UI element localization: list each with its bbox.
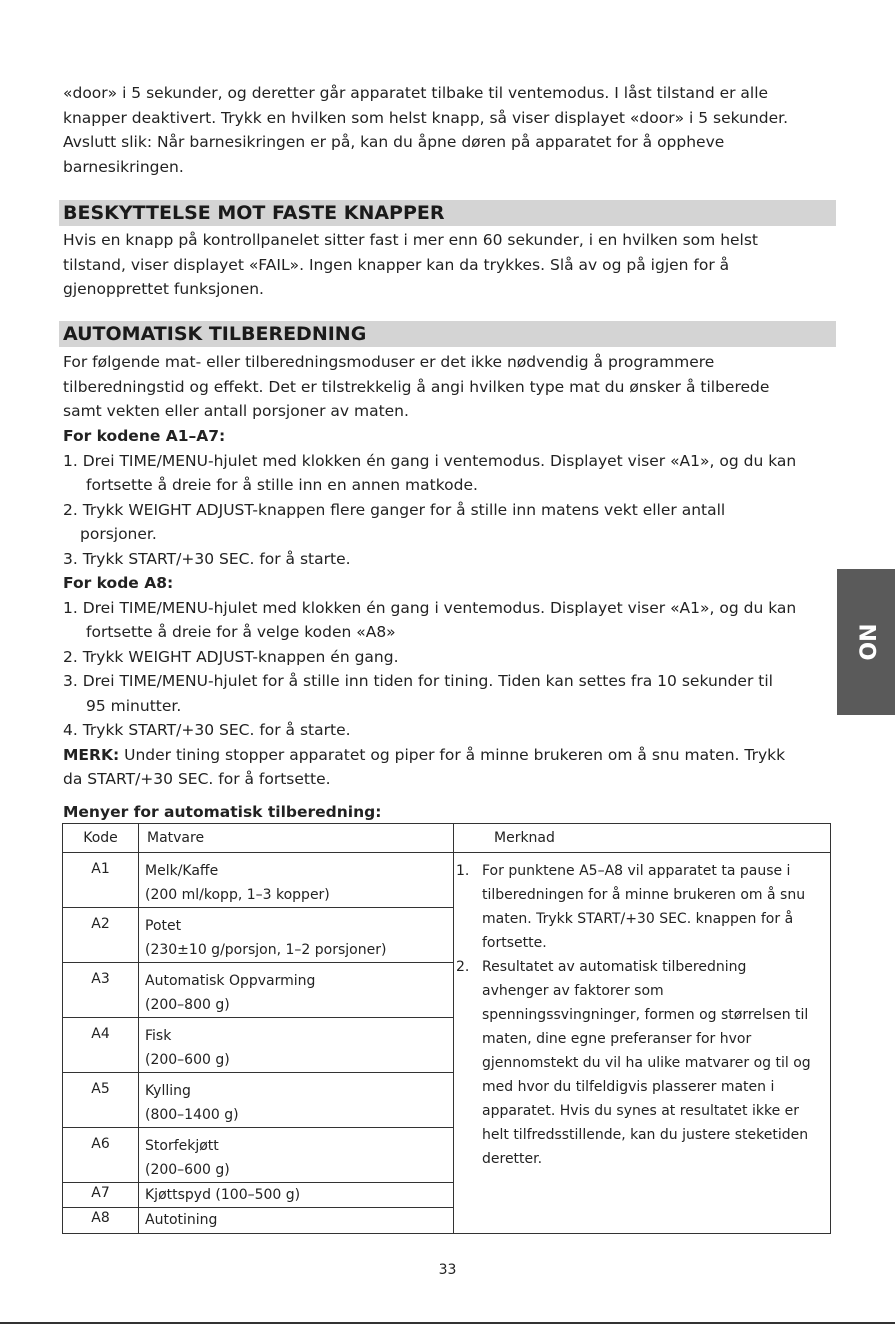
notes-list xyxy=(456,859,822,1171)
text-line: gjenopprettet funksjonen. xyxy=(63,280,264,298)
code-cell: A5 xyxy=(63,1073,139,1128)
note-line: apparatet. Hvis du synes at resultatet ikke er xyxy=(482,1103,800,1119)
text-line: «door» i 5 sekunder, og deretter går apparatet tilbake til ventemodus. I låst tilstand er alle xyxy=(63,84,769,102)
note-line: deretter. xyxy=(482,1151,543,1167)
step-item: 2. Trykk WEIGHT ADJUST-knappen flere ganger for å stille inn matens vekt eller antall xyxy=(63,500,726,519)
note-line: avhenger av faktorer som xyxy=(482,983,664,999)
note-line: fortsette. xyxy=(482,935,547,951)
step-item: 1. Drei TIME/MENU-hjulet med klokken én gang i ventemodus. Displayet viser «A1», og du kan xyxy=(63,451,797,470)
step-item: 3. Drei TIME/MENU-hjulet for å stille inn tiden for tining. Tiden kan settes fra 10 sekunder til xyxy=(63,672,773,690)
food-cell xyxy=(139,1018,454,1073)
note-text: Under tining stopper apparatet og piper for å minne brukeren om å snu maten. Trykk xyxy=(119,745,786,764)
food-detail: (200–600 g) xyxy=(145,1162,230,1178)
table-title: Menyer for automatisk tilberedning: xyxy=(63,803,382,821)
step-item: 3. Trykk START/+30 SEC. for å starte. xyxy=(63,549,351,568)
section-heading-auto-cook: AUTOMATISK TILBEREDNING xyxy=(59,321,836,347)
column-header-note: Merknad xyxy=(454,824,831,853)
code-cell: A7 xyxy=(63,1183,139,1208)
note-paragraph xyxy=(63,743,785,767)
food-cell xyxy=(139,1183,454,1208)
food-detail: (200–600 g) xyxy=(145,1052,230,1068)
text-line: tilberedningstid og effekt. Det er tilstrekkelig å angi hvilken type mat du ønsker å tilberede xyxy=(63,377,770,396)
note-line: For punktene A5–A8 vil apparatet ta pause i xyxy=(482,863,791,879)
food-cell xyxy=(139,963,454,1018)
note-line: tilberedningen for å minne brukeren om å snu xyxy=(482,887,806,903)
section-heading-stuck-buttons: BESKYTTELSE MOT FASTE KNAPPER xyxy=(59,200,836,226)
food-detail: (200 ml/kopp, 1–3 kopper) xyxy=(145,887,330,903)
text-line: Hvis en knapp på kontrollpanelet sitter fast i mer enn 60 sekunder, i en hvilken som helst xyxy=(63,231,759,249)
note-paragraph-continued: da START/+30 SEC. for å fortsette. xyxy=(63,770,331,788)
notes-cell xyxy=(454,853,831,1234)
auto-cook-menu-table xyxy=(62,823,831,1234)
note-line: spenningssvingninger, formen og størrelsen til xyxy=(482,1007,809,1023)
food-name: Potet xyxy=(145,918,182,934)
step-item-continued: porsjoner. xyxy=(80,525,157,543)
food-cell xyxy=(139,1128,454,1183)
note-line: Resultatet av automatisk tilberedning xyxy=(482,959,747,975)
note-line: gjennomstekt du vil ha ulike matvarer og til og xyxy=(482,1055,811,1071)
step-item: 1. Drei TIME/MENU-hjulet med klokken én gang i ventemodus. Displayet viser «A1», og du kan xyxy=(63,598,797,617)
note-item xyxy=(456,955,822,1171)
text-line: samt vekten eller antall porsjoner av maten. xyxy=(63,402,409,420)
note-line: helt tilfredsstillende, kan du justere steketiden xyxy=(482,1127,809,1143)
code-cell: A6 xyxy=(63,1128,139,1183)
column-header-food: Matvare xyxy=(139,824,454,853)
note-label: MERK: xyxy=(63,745,120,764)
code-cell: A1 xyxy=(63,853,139,908)
code-cell: A4 xyxy=(63,1018,139,1073)
food-cell xyxy=(139,853,454,908)
note-line: maten, dine egne preferanser for hvor xyxy=(482,1031,752,1047)
code-cell: A3 xyxy=(63,963,139,1018)
food-name: Kjøttspyd (100–500 g) xyxy=(145,1187,301,1203)
table-row xyxy=(63,853,831,908)
note-number: 2. xyxy=(456,959,470,975)
code-cell: A8 xyxy=(63,1208,139,1234)
text-line: barnesikringen. xyxy=(63,157,184,176)
note-item xyxy=(456,859,822,955)
column-header-code: Kode xyxy=(63,824,139,853)
step-item: 2. Trykk WEIGHT ADJUST-knappen én gang. xyxy=(63,647,399,666)
food-name: Automatisk Oppvarming xyxy=(145,973,316,989)
text-line: For følgende mat- eller tilberedningsmoduser er det ikke nødvendig å programmere xyxy=(63,353,715,371)
food-name: Fisk xyxy=(145,1028,172,1044)
language-side-tab xyxy=(837,569,895,715)
page-number: 33 xyxy=(438,1262,457,1278)
food-name: Kylling xyxy=(145,1083,191,1099)
text-line: knapper deaktivert. Trykk en hvilken som helst knapp, så viser displayet «door» i 5 sekunder. xyxy=(63,108,789,127)
step-item: 4. Trykk START/+30 SEC. for å starte. xyxy=(63,721,351,739)
note-line: maten. Trykk START/+30 SEC. knappen for å xyxy=(482,911,794,927)
table-header-row xyxy=(63,824,831,853)
subheading-a1-a7: For kodene A1–A7: xyxy=(63,427,226,445)
food-cell xyxy=(139,908,454,963)
step-item-continued: fortsette å dreie for å velge koden «A8» xyxy=(86,623,396,641)
step-item-continued: fortsette å dreie for å stille inn en annen matkode. xyxy=(86,476,478,494)
food-detail: (800–1400 g) xyxy=(145,1107,239,1123)
step-item-continued: 95 minutter. xyxy=(86,696,182,715)
food-detail: (230±10 g/porsjon, 1–2 porsjoner) xyxy=(145,942,387,958)
subheading-a8: For kode A8: xyxy=(63,574,174,592)
food-cell xyxy=(139,1208,454,1234)
food-cell xyxy=(139,1073,454,1128)
text-line: tilstand, viser displayet «FAIL». Ingen knapper kan da trykkes. Slå av og på igjen for å xyxy=(63,255,730,274)
code-cell: A2 xyxy=(63,908,139,963)
food-detail: (200–800 g) xyxy=(145,997,230,1013)
text-line: Avslutt slik: Når barnesikringen er på, kan du åpne døren på apparatet for å oppheve xyxy=(63,133,725,151)
language-code: NO xyxy=(853,623,879,661)
food-name: Autotining xyxy=(145,1212,218,1228)
food-name: Storfekjøtt xyxy=(145,1138,219,1154)
food-name: Melk/Kaffe xyxy=(145,863,219,879)
note-number: 1. xyxy=(456,863,470,879)
note-line: med hvor du tilfeldigvis plasserer maten i xyxy=(482,1079,775,1095)
